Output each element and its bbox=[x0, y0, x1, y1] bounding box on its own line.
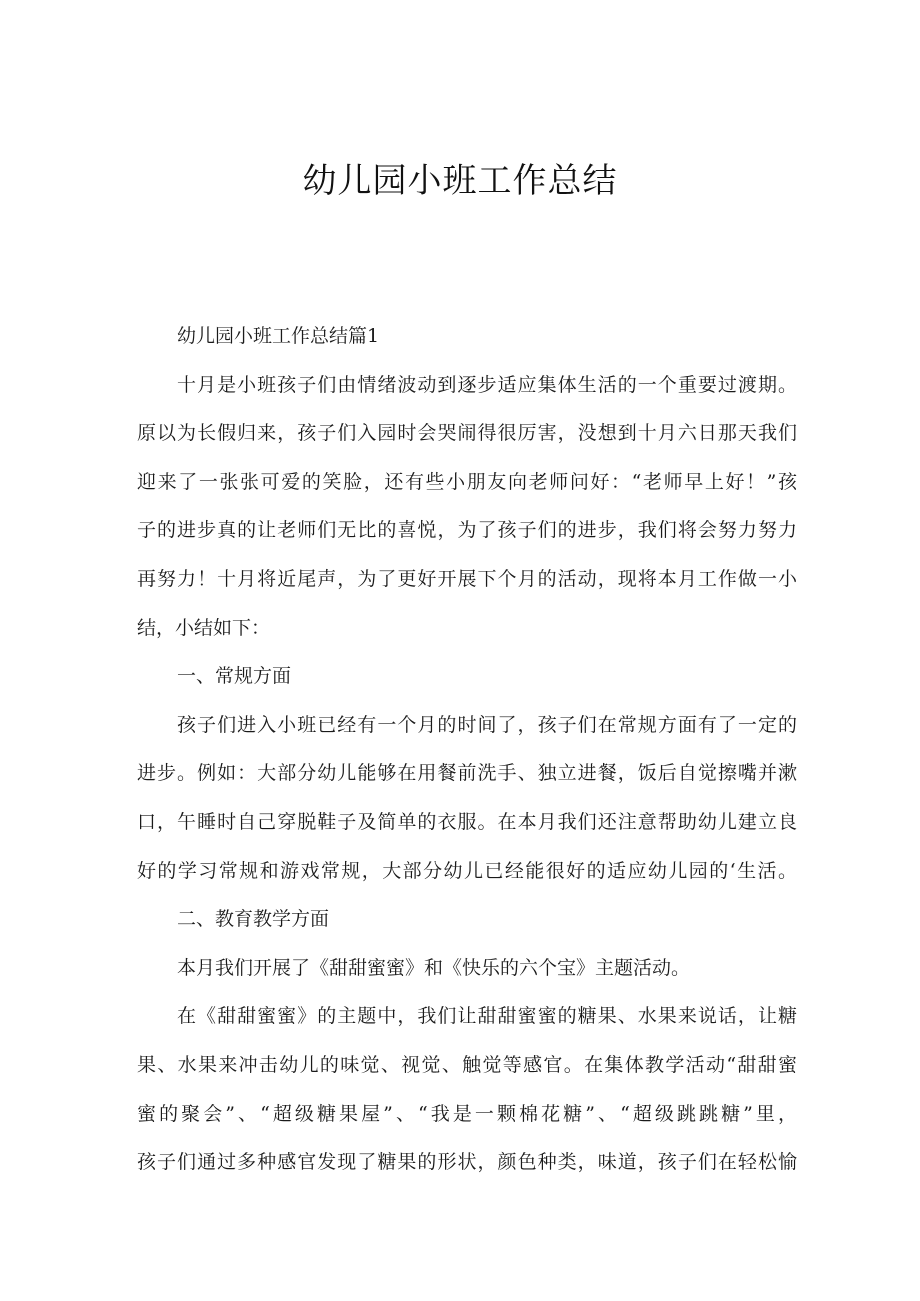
text-line: 本月我们开展了《甜甜蜜蜜》和《快乐的六个宝》主题活动。 bbox=[177, 956, 691, 979]
text-line: 结，小结如下： bbox=[137, 616, 271, 639]
text-line: 原以为长假归来，孩子们入园时会哭闹得很厉害，没想到十月六日那天我们 bbox=[137, 422, 797, 445]
text-line: 孩子们进入小班已经有一个月的时间了，孩子们在常规方面有了一定的 bbox=[177, 713, 797, 736]
text-line: 十月是小班孩子们由情绪波动到逐步适应集体生活的一个重要过渡期。 bbox=[177, 373, 797, 396]
text-line: 子的进步真的让老师们无比的喜悦，为了孩子们的进步，我们将会努力努力 bbox=[137, 519, 797, 542]
text-line: 再努力！十月将近尾声，为了更好开展下个月的活动，现将本月工作做一小 bbox=[137, 567, 797, 590]
text-line: 进步。例如：大部分幼儿能够在用餐前洗手、独立进餐，饭后自觉擦嘴并漱 bbox=[137, 762, 797, 785]
paragraph bbox=[137, 992, 797, 1186]
paragraph bbox=[137, 701, 797, 895]
text-line: 口，午睡时自己穿脱鞋子及简单的衣服。在本月我们还注意帮助幼儿建立良 bbox=[137, 810, 797, 833]
subheading bbox=[137, 652, 797, 701]
text-line: 果、水果来冲击幼儿的味觉、视觉、触觉等感官。在集体教学活动“甜甜蜜 bbox=[137, 1053, 797, 1076]
section-heading: 幼儿园小班工作总结篇1 bbox=[177, 325, 380, 347]
document-title: 幼儿园小班工作总结 bbox=[302, 161, 618, 201]
text-line: 好的学习常规和游戏常规，大部分幼儿已经能很好的适应幼儿园的‘生活。 bbox=[137, 859, 797, 882]
subheading bbox=[137, 895, 797, 944]
paragraph bbox=[137, 944, 797, 993]
subheading-text: 二、教育教学方面 bbox=[177, 908, 330, 931]
subheading-text: 一、常规方面 bbox=[177, 665, 292, 688]
text-line: 在《甜甜蜜蜜》的主题中，我们让甜甜蜜蜜的糖果、水果来说话，让糖 bbox=[177, 1005, 797, 1028]
document-body bbox=[137, 312, 797, 1187]
text-line: 孩子们通过多种感官发现了糖果的形状，颜色种类，味道，孩子们在轻松愉 bbox=[137, 1151, 797, 1174]
text-line: 迎来了一张张可爱的笑脸，还有些小朋友向老师问好：“老师早上好！”孩 bbox=[137, 470, 797, 493]
paragraph bbox=[137, 361, 797, 653]
text-line: 蜜的聚会”、“超级糖果屋”、“我是一颗棉花糖”、“超级跳跳糖”里， bbox=[137, 1102, 797, 1125]
